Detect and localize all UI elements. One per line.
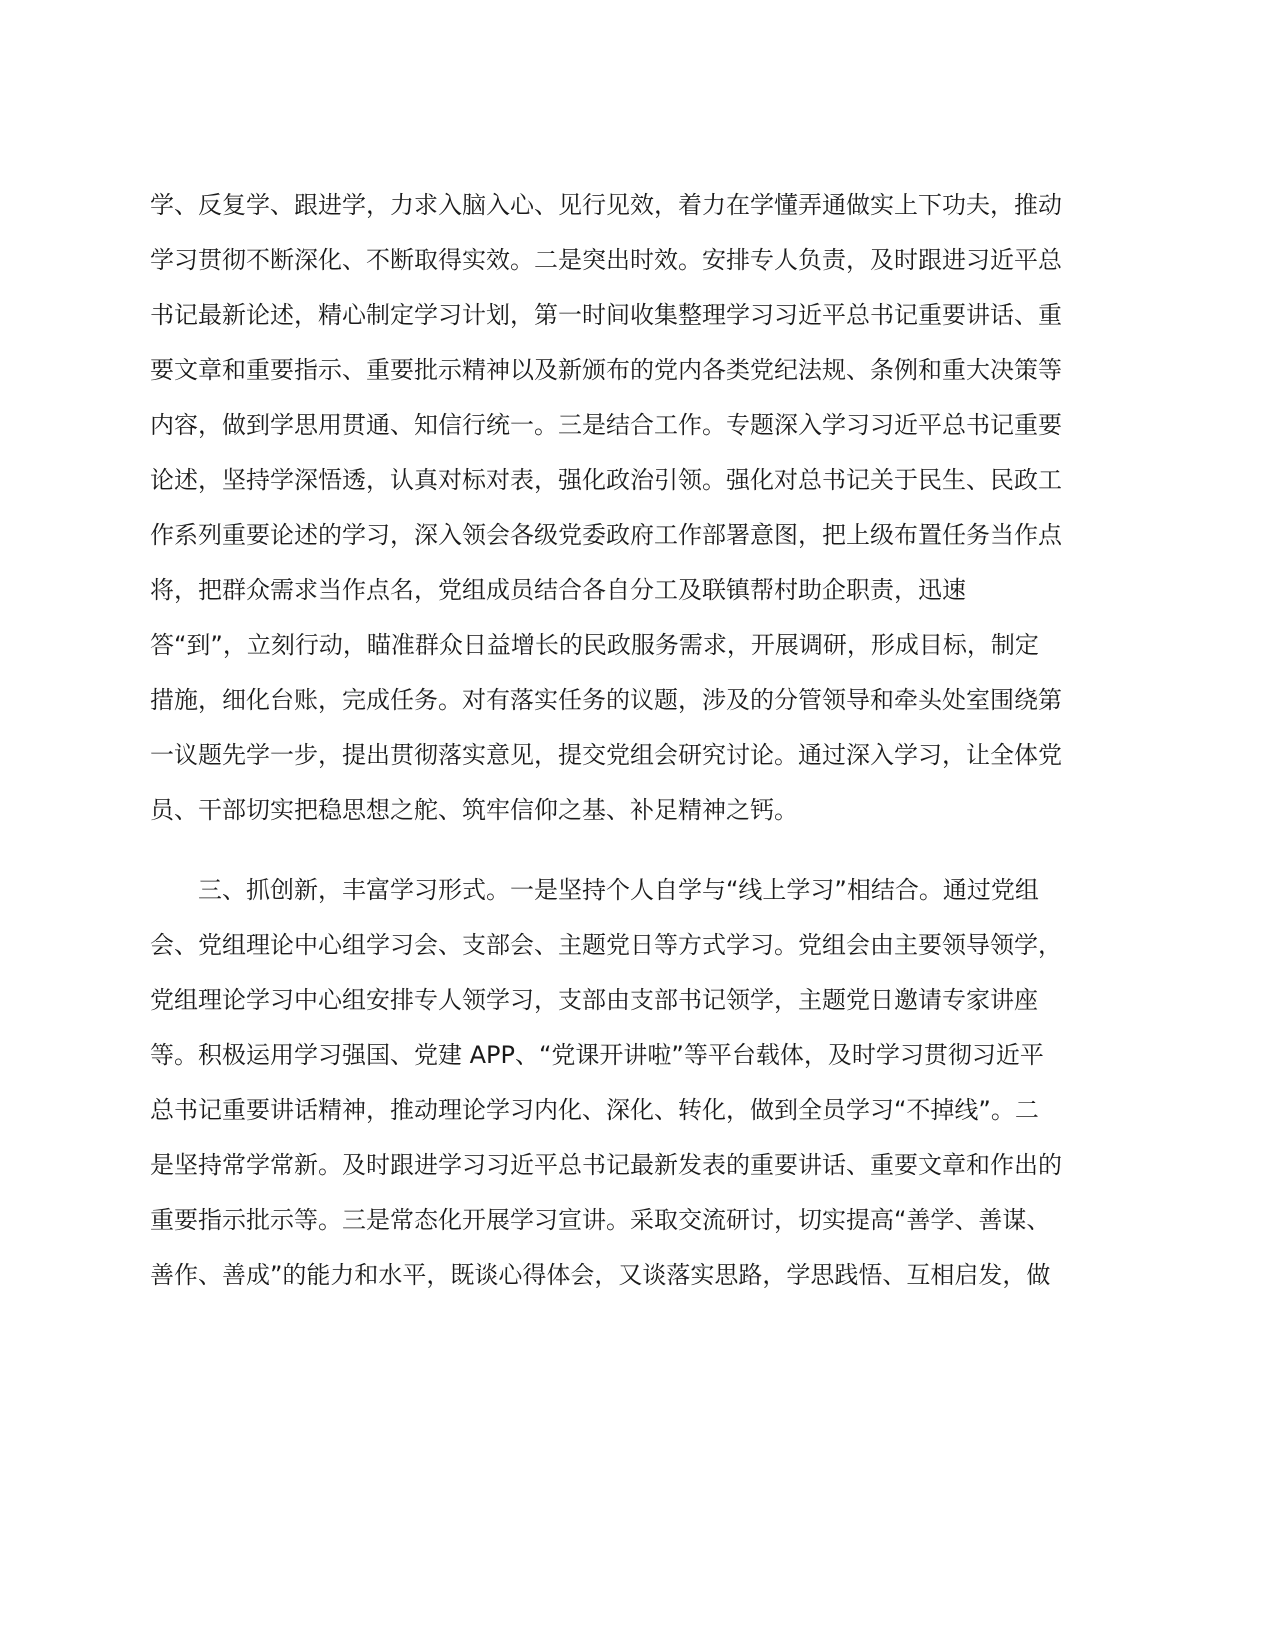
text-line: 书记最新论述，精心制定学习计划，第一时间收集整理学习习近平总书记重要讲话、重 (150, 301, 1062, 329)
text-line: 论述，坚持学深悟透，认真对标对表，强化政治引领。强化对总书记关于民生、民政工 (150, 466, 1062, 494)
text-line: 总书记重要讲话精神，推动理论学习内化、深化、转化，做到全员学习“不掉线”。二 (150, 1096, 1039, 1124)
text-line: 是坚持常学常新。及时跟进学习习近平总书记最新发表的重要讲话、重要文章和作出的 (150, 1151, 1062, 1179)
text-line: 答“到”，立刻行动，瞄准群众日益增长的民政服务需求，开展调研，形成目标，制定 (150, 631, 1039, 659)
text-line: 一议题先学一步，提出贯彻落实意见，提交党组会研究讨论。通过深入学习，让全体党 (150, 741, 1062, 769)
text-line: 会、党组理论中心组学习会、支部会、主题党日等方式学习。党组会由主要领导领学， (150, 931, 1062, 959)
text-line: 作系列重要论述的学习，深入领会各级党委政府工作部署意图，把上级布置任务当作点 (150, 521, 1062, 549)
text-line: 三、抓创新，丰富学习形式。一是坚持个人自学与“线上学习”相结合。通过党组 (198, 876, 1039, 904)
text-line: 员、干部切实把稳思想之舵、筑牢信仰之基、补足精神之钙。 (150, 796, 798, 824)
text-line: 重要指示批示等。三是常态化开展学习宣讲。采取交流研讨，切实提高“善学、善谋、 (150, 1206, 1051, 1234)
text-line: 善作、善成”的能力和水平，既谈心得体会，又谈落实思路，学思践悟、互相启发，做 (150, 1261, 1051, 1289)
text-line: 学、反复学、跟进学，力求入脑入心、见行见效，着力在学懂弄通做实上下功夫，推动 (150, 191, 1062, 219)
text-line: 党组理论学习中心组安排专人领学习，支部由支部书记领学，主题党日邀请专家讲座 (150, 986, 1038, 1014)
text-line: 将，把群众需求当作点名，党组成员结合各自分工及联镇帮村助企职责，迅速 (150, 576, 966, 604)
text-line: 措施，细化台账，完成任务。对有落实任务的议题，涉及的分管领导和牵头处室围绕第 (150, 686, 1062, 714)
text-line: 内容，做到学思用贯通、知信行统一。三是结合工作。专题深入学习习近平总书记重要 (150, 411, 1062, 439)
text-line: 学习贯彻不断深化、不断取得实效。二是突出时效。安排专人负责，及时跟进习近平总 (150, 246, 1062, 274)
text-line: 等。积极运用学习强国、党建 APP、“党课开讲啦”等平台载体，及时学习贯彻习近平 (150, 1041, 1044, 1069)
text-line: 要文章和重要指示、重要批示精神以及新颁布的党内各类党纪法规、条例和重大决策等 (150, 356, 1062, 384)
